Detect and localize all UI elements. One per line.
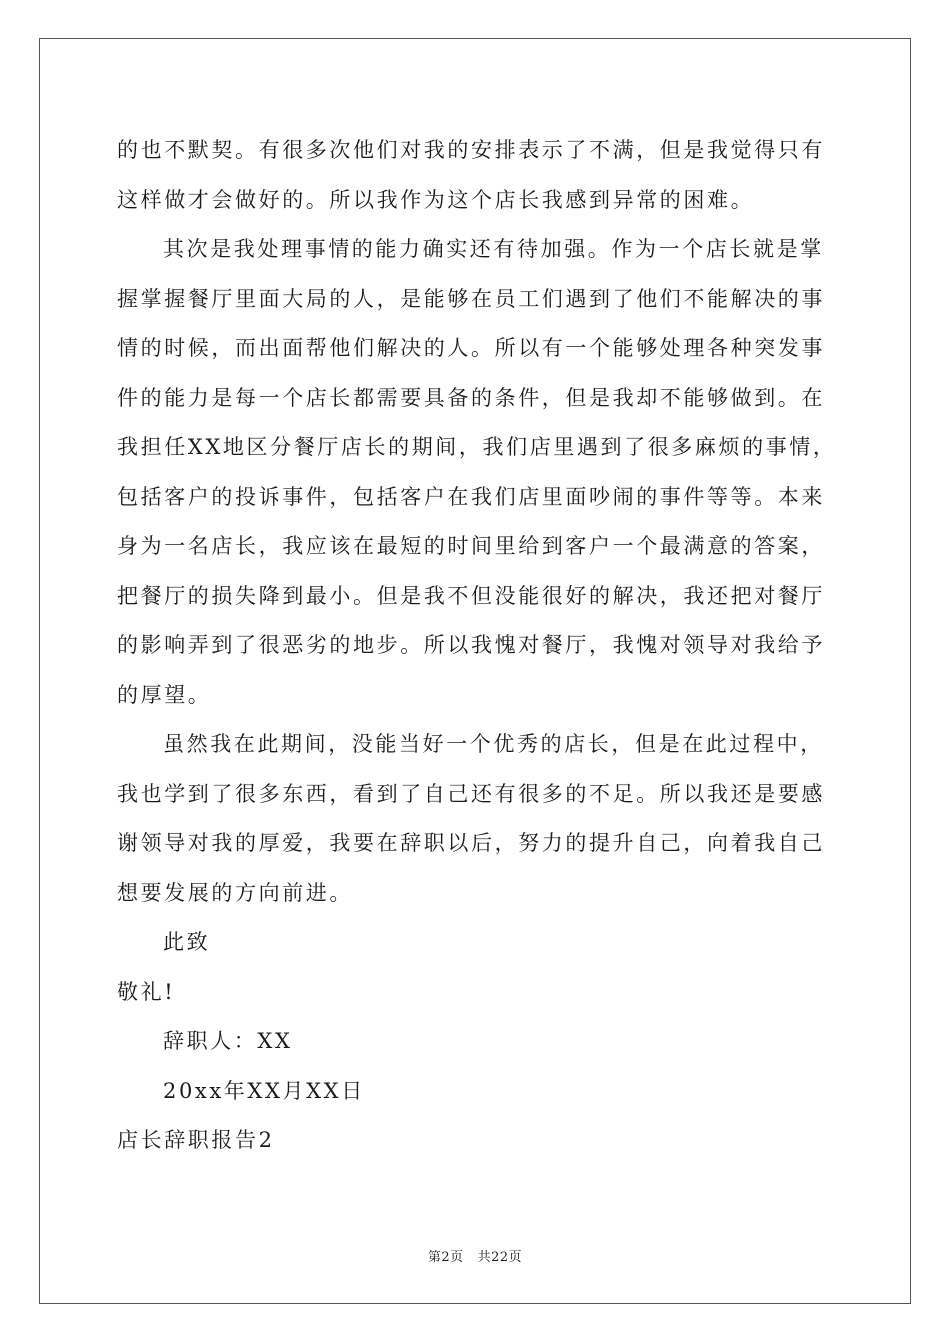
body-line: 的厚望。 [117,682,212,707]
page-number: 第2页 [427,1250,464,1265]
page-footer [0,1246,950,1265]
closing-phrase: 此致 [163,930,211,954]
page-total: 共22页 [477,1250,523,1265]
body-line: 握掌握餐厅里面大局的人，是能够在员工们遇到了他们不能解决的事 [117,286,825,311]
signature-line: 辞职人：XX [163,1029,293,1053]
body-line: 情的时候，而出面帮他们解决的人。所以有一个能够处理各种突发事 [117,336,825,360]
body-line: 把餐厅的损失降到最小。但是我不但没能很好的解决，我还把对餐厅 [117,583,825,608]
body-line: 包括客户的投诉事件，包括客户在我们店里面吵闹的事件等等。本来 [117,484,825,509]
body-line: 件的能力是每一个店长都需要具备的条件，但是我却不能够做到。在 [117,385,825,410]
body-line: 的影响弄到了很恶劣的地步。所以我愧对餐厅，我愧对领导对我给予 [117,633,825,657]
section-heading: 店长辞职报告2 [117,1128,275,1152]
body-line: 想要发展的方向前进。 [117,880,353,905]
paragraph-start-line: 其次是我处理事情的能力确实还有待加强。作为一个店长就是掌 [163,237,824,261]
date-line: 20xx年XX月XX日 [163,1078,365,1103]
body-line: 身为一名店长，我应该在最短的时间里给到客户一个最满意的答案， [117,534,825,558]
paragraph-start-line: 虽然我在此期间，没能当好一个优秀的店长，但是在此过程中， [163,732,824,756]
body-line: 的也不默契。有很多次他们对我的安排表示了不满，但是我觉得只有 [117,138,825,162]
body-line: 我担任XX地区分餐厅店长的期间，我们店里遇到了很多麻烦的事情， [117,435,837,459]
body-line: 谢领导对我的厚爱，我要在辞职以后，努力的提升自己，向着我自己 [117,831,825,855]
salutation: 敬礼! [117,979,176,1004]
document-body [117,126,837,1166]
body-line: 这样做才会做好的。所以我作为这个店长我感到异常的困难。 [117,187,755,212]
body-line: 我也学到了很多东西，看到了自己还有很多的不足。所以我还是要感 [117,781,825,806]
